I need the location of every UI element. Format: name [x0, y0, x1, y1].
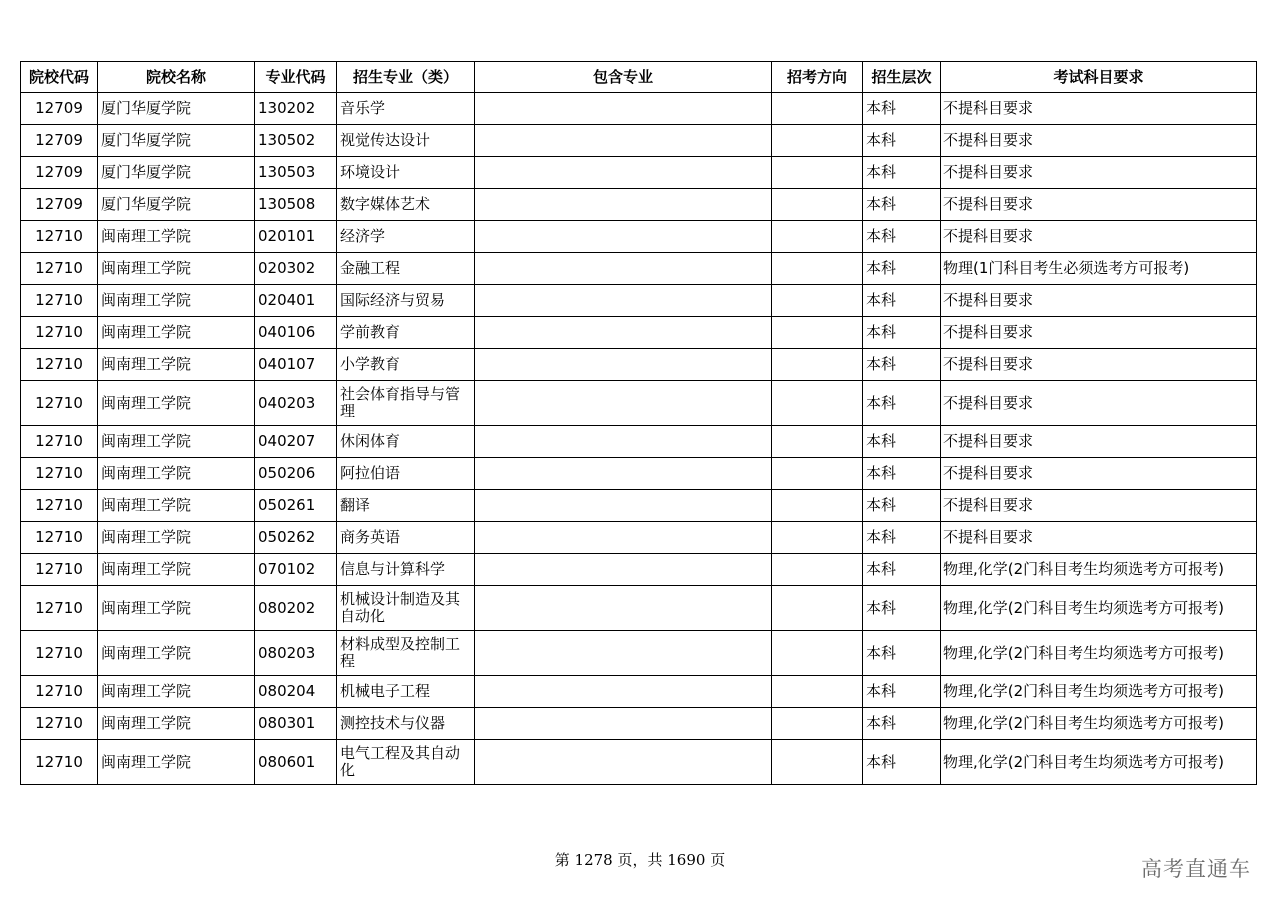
cell-school-code: 12710: [21, 631, 98, 676]
cell-level: 本科: [863, 708, 941, 740]
cell-level: 本科: [863, 221, 941, 253]
cell-level: 本科: [863, 586, 941, 631]
cell-major: 休闲体育: [337, 426, 475, 458]
cell-requirement: 不提科目要求: [941, 157, 1257, 189]
cell-included-majors: [475, 586, 772, 631]
cell-major-code: 080202: [255, 586, 337, 631]
cell-level: 本科: [863, 125, 941, 157]
cell-major: 音乐学: [337, 93, 475, 125]
cell-major: 阿拉伯语: [337, 458, 475, 490]
cell-included-majors: [475, 426, 772, 458]
cell-major: 金融工程: [337, 253, 475, 285]
cell-major-code: 020401: [255, 285, 337, 317]
cell-requirement: 物理,化学(2门科目考生均须选考方可报考): [941, 740, 1257, 785]
cell-included-majors: [475, 253, 772, 285]
cell-major-code: 080601: [255, 740, 337, 785]
cell-direction: [772, 631, 863, 676]
cell-school-code: 12710: [21, 740, 98, 785]
cell-school-code: 12710: [21, 253, 98, 285]
cell-direction: [772, 317, 863, 349]
cell-major-code: 020302: [255, 253, 337, 285]
header-row: [21, 62, 1257, 93]
table-row: [21, 740, 1257, 785]
cell-direction: [772, 189, 863, 221]
table-row: [21, 522, 1257, 554]
cell-level: 本科: [863, 426, 941, 458]
cell-requirement: 不提科目要求: [941, 189, 1257, 221]
cell-direction: [772, 458, 863, 490]
cell-major-code: 050206: [255, 458, 337, 490]
cell-direction: [772, 125, 863, 157]
cell-major: 材料成型及控制工程: [337, 631, 475, 676]
cell-requirement: 不提科目要求: [941, 426, 1257, 458]
cell-major: 测控技术与仪器: [337, 708, 475, 740]
table-row: [21, 490, 1257, 522]
cell-requirement: 不提科目要求: [941, 93, 1257, 125]
cell-direction: [772, 522, 863, 554]
table-row: [21, 285, 1257, 317]
cell-school-name: 闽南理工学院: [98, 349, 255, 381]
cell-included-majors: [475, 458, 772, 490]
cell-school-code: 12710: [21, 586, 98, 631]
cell-included-majors: [475, 189, 772, 221]
cell-included-majors: [475, 522, 772, 554]
cell-major-code: 080203: [255, 631, 337, 676]
cell-direction: [772, 554, 863, 586]
cell-school-name: 闽南理工学院: [98, 221, 255, 253]
cell-school-name: 闽南理工学院: [98, 458, 255, 490]
header-level: 招生层次: [863, 62, 941, 93]
cell-school-name: 闽南理工学院: [98, 426, 255, 458]
cell-direction: [772, 586, 863, 631]
cell-school-name: 闽南理工学院: [98, 631, 255, 676]
cell-school-name: 闽南理工学院: [98, 253, 255, 285]
cell-level: 本科: [863, 317, 941, 349]
cell-school-code: 12709: [21, 93, 98, 125]
cell-major-code: 040207: [255, 426, 337, 458]
admission-table: [20, 61, 1257, 785]
cell-major: 机械设计制造及其自动化: [337, 586, 475, 631]
cell-school-name: 闽南理工学院: [98, 490, 255, 522]
cell-major-code: 040107: [255, 349, 337, 381]
cell-major: 经济学: [337, 221, 475, 253]
cell-included-majors: [475, 221, 772, 253]
table-row: [21, 189, 1257, 221]
cell-major-code: 080301: [255, 708, 337, 740]
cell-requirement: 物理,化学(2门科目考生均须选考方可报考): [941, 631, 1257, 676]
cell-direction: [772, 221, 863, 253]
cell-level: 本科: [863, 631, 941, 676]
cell-direction: [772, 349, 863, 381]
cell-major-code: 050262: [255, 522, 337, 554]
cell-school-name: 闽南理工学院: [98, 522, 255, 554]
cell-school-code: 12710: [21, 426, 98, 458]
cell-major: 电气工程及其自动化: [337, 740, 475, 785]
cell-included-majors: [475, 285, 772, 317]
cell-requirement: 不提科目要求: [941, 349, 1257, 381]
cell-major-code: 070102: [255, 554, 337, 586]
table-row: [21, 708, 1257, 740]
cell-included-majors: [475, 708, 772, 740]
cell-included-majors: [475, 631, 772, 676]
cell-direction: [772, 381, 863, 426]
cell-level: 本科: [863, 381, 941, 426]
header-direction: 招考方向: [772, 62, 863, 93]
cell-requirement: 不提科目要求: [941, 458, 1257, 490]
cell-requirement: 物理,化学(2门科目考生均须选考方可报考): [941, 586, 1257, 631]
cell-major: 视觉传达设计: [337, 125, 475, 157]
cell-requirement: 不提科目要求: [941, 381, 1257, 426]
cell-level: 本科: [863, 676, 941, 708]
cell-level: 本科: [863, 554, 941, 586]
cell-major-code: 020101: [255, 221, 337, 253]
header-included-majors: 包含专业: [475, 62, 772, 93]
cell-requirement: 不提科目要求: [941, 285, 1257, 317]
header-school-code: 院校代码: [21, 62, 98, 93]
table-row: [21, 253, 1257, 285]
cell-requirement: 不提科目要求: [941, 125, 1257, 157]
cell-requirement: 不提科目要求: [941, 317, 1257, 349]
cell-level: 本科: [863, 157, 941, 189]
page-number: 第 1278 页，共 1690 页: [554, 851, 726, 869]
header-major: 招生专业（类）: [337, 62, 475, 93]
cell-included-majors: [475, 554, 772, 586]
watermark: 高考直通车: [1141, 857, 1251, 881]
table-row: [21, 586, 1257, 631]
cell-included-majors: [475, 740, 772, 785]
cell-major: 翻译: [337, 490, 475, 522]
cell-major-code: 080204: [255, 676, 337, 708]
table-row: [21, 381, 1257, 426]
cell-school-name: 闽南理工学院: [98, 740, 255, 785]
cell-requirement: 物理,化学(2门科目考生均须选考方可报考): [941, 708, 1257, 740]
cell-level: 本科: [863, 522, 941, 554]
cell-school-code: 12709: [21, 189, 98, 221]
cell-major: 数字媒体艺术: [337, 189, 475, 221]
cell-school-code: 12710: [21, 221, 98, 253]
cell-school-name: 闽南理工学院: [98, 708, 255, 740]
cell-level: 本科: [863, 740, 941, 785]
cell-school-name: 闽南理工学院: [98, 554, 255, 586]
cell-level: 本科: [863, 93, 941, 125]
cell-level: 本科: [863, 349, 941, 381]
cell-included-majors: [475, 317, 772, 349]
cell-level: 本科: [863, 253, 941, 285]
table-row: [21, 157, 1257, 189]
cell-major: 学前教育: [337, 317, 475, 349]
cell-school-code: 12710: [21, 458, 98, 490]
cell-school-name: 闽南理工学院: [98, 586, 255, 631]
cell-major: 国际经济与贸易: [337, 285, 475, 317]
table-row: [21, 349, 1257, 381]
cell-school-code: 12710: [21, 708, 98, 740]
cell-school-code: 12710: [21, 554, 98, 586]
cell-direction: [772, 93, 863, 125]
table-body: [21, 93, 1257, 785]
cell-requirement: 物理(1门科目考生必须选考方可报考): [941, 253, 1257, 285]
cell-school-code: 12710: [21, 349, 98, 381]
cell-level: 本科: [863, 285, 941, 317]
cell-school-name: 厦门华厦学院: [98, 157, 255, 189]
cell-school-code: 12710: [21, 522, 98, 554]
cell-school-code: 12710: [21, 285, 98, 317]
header-school-name: 院校名称: [98, 62, 255, 93]
cell-school-name: 闽南理工学院: [98, 285, 255, 317]
table-row: [21, 554, 1257, 586]
table-row: [21, 631, 1257, 676]
cell-school-name: 闽南理工学院: [98, 381, 255, 426]
cell-direction: [772, 490, 863, 522]
cell-school-code: 12710: [21, 676, 98, 708]
header-major-code: 专业代码: [255, 62, 337, 93]
cell-major: 社会体育指导与管理: [337, 381, 475, 426]
cell-direction: [772, 708, 863, 740]
cell-school-name: 厦门华厦学院: [98, 125, 255, 157]
cell-major-code: 130508: [255, 189, 337, 221]
header-requirement: 考试科目要求: [941, 62, 1257, 93]
cell-requirement: 不提科目要求: [941, 221, 1257, 253]
cell-school-code: 12710: [21, 381, 98, 426]
cell-school-name: 闽南理工学院: [98, 676, 255, 708]
cell-major: 环境设计: [337, 157, 475, 189]
table-row: [21, 93, 1257, 125]
cell-included-majors: [475, 157, 772, 189]
cell-direction: [772, 253, 863, 285]
cell-included-majors: [475, 676, 772, 708]
cell-major: 小学教育: [337, 349, 475, 381]
cell-major-code: 130202: [255, 93, 337, 125]
cell-major-code: 050261: [255, 490, 337, 522]
cell-school-code: 12710: [21, 490, 98, 522]
cell-school-code: 12709: [21, 157, 98, 189]
cell-school-code: 12709: [21, 125, 98, 157]
cell-included-majors: [475, 490, 772, 522]
cell-school-code: 12710: [21, 317, 98, 349]
cell-level: 本科: [863, 458, 941, 490]
cell-major-code: 130502: [255, 125, 337, 157]
cell-direction: [772, 157, 863, 189]
cell-major: 商务英语: [337, 522, 475, 554]
cell-level: 本科: [863, 490, 941, 522]
table-row: [21, 317, 1257, 349]
table-row: [21, 458, 1257, 490]
cell-major-code: 130503: [255, 157, 337, 189]
cell-requirement: 不提科目要求: [941, 522, 1257, 554]
cell-major: 信息与计算科学: [337, 554, 475, 586]
table-row: [21, 221, 1257, 253]
cell-major-code: 040203: [255, 381, 337, 426]
cell-included-majors: [475, 125, 772, 157]
cell-level: 本科: [863, 189, 941, 221]
table-row: [21, 426, 1257, 458]
cell-school-name: 厦门华厦学院: [98, 189, 255, 221]
cell-included-majors: [475, 93, 772, 125]
cell-direction: [772, 676, 863, 708]
cell-direction: [772, 740, 863, 785]
cell-requirement: 不提科目要求: [941, 490, 1257, 522]
cell-included-majors: [475, 349, 772, 381]
cell-direction: [772, 285, 863, 317]
cell-major-code: 040106: [255, 317, 337, 349]
cell-requirement: 物理,化学(2门科目考生均须选考方可报考): [941, 676, 1257, 708]
cell-included-majors: [475, 381, 772, 426]
table-row: [21, 125, 1257, 157]
cell-major: 机械电子工程: [337, 676, 475, 708]
table-row: [21, 676, 1257, 708]
cell-school-name: 闽南理工学院: [98, 317, 255, 349]
cell-school-name: 厦门华厦学院: [98, 93, 255, 125]
cell-direction: [772, 426, 863, 458]
cell-requirement: 物理,化学(2门科目考生均须选考方可报考): [941, 554, 1257, 586]
